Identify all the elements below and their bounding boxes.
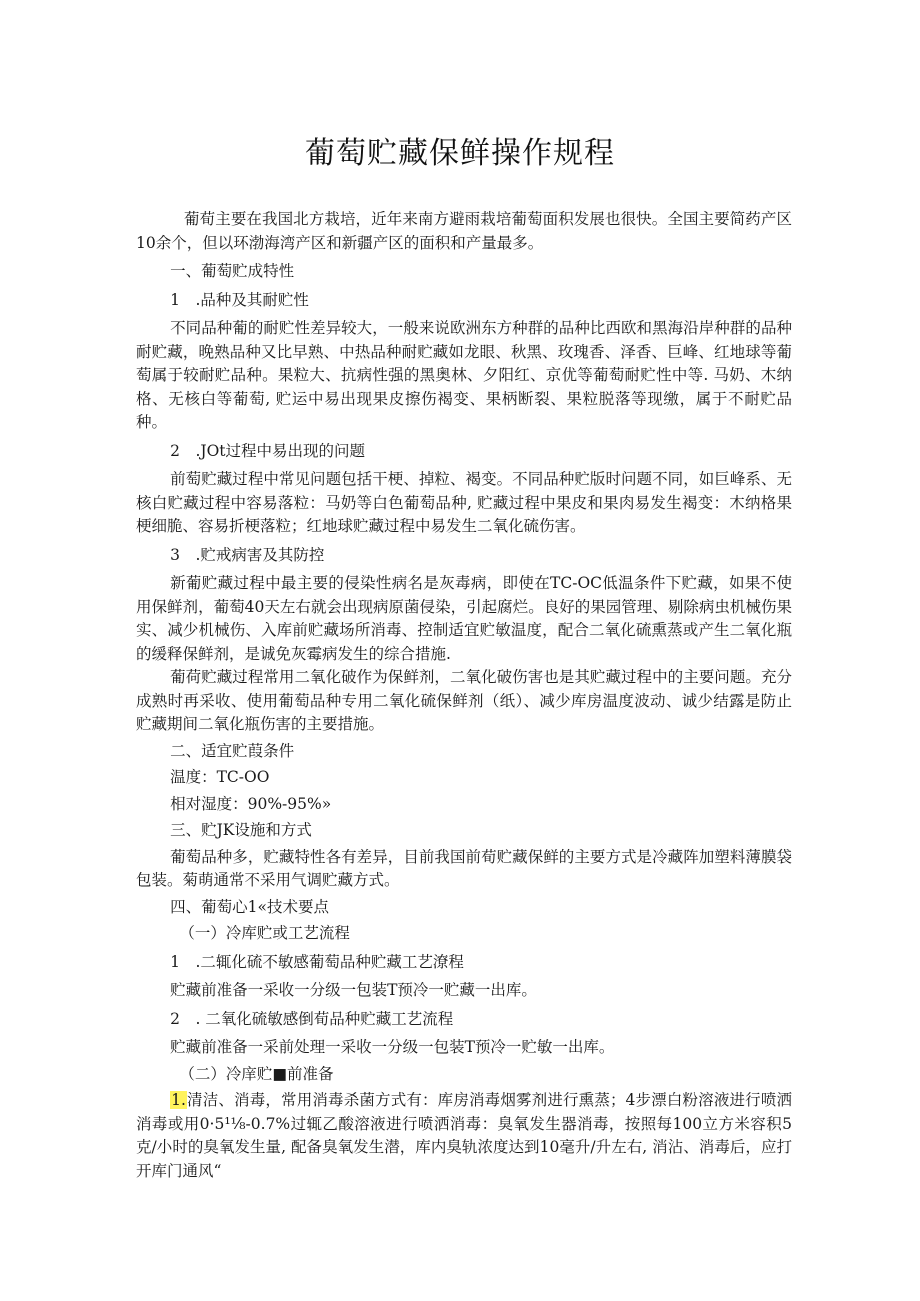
- section-4-2-1-text: 清洁、消毒，常用消毒杀菌方式有：库房消毒烟雾剂进行熏蒸；4步漂白粉溶液进行喷洒消毒或用0·5¹⅛-0.7%过辄乙酸溶液进行喷洒消毒：臭氧发生器消毒，按照每100立方米容积5克/小时的臭氧发生量, 配备臭氧发生潜，库内臭轨浓度达到10毫升/升左右, 消沾、消毒后，应打开库门通风“: [136, 1091, 792, 1180]
- section-1-3-heading: 3 .贮戒病害及其防控: [170, 545, 325, 564]
- section-1-2-heading: 2 .JOt过程中易出现的问题: [170, 441, 366, 460]
- section-1-3-paragraph-a: 新葡贮藏过程中最主要的侵染性病名是灰毒病，即使在TC-OC低温条件下贮藏，如果不使用保鲜剂，葡萄40天左右就会出现病原菌侵染，引起腐烂。良好的果园管理、剔除病虫机械伤果实、减少机械伤、入库前贮藏场所消毒、控制适宜贮敏温度，配合二氧化硫熏蒸或产生二氧化瓶的缓释保鲜剂，是诚免灰霉病发生的综合措施.: [136, 574, 792, 663]
- section-4-2-heading: （二）冷庠贮■前准备: [179, 1064, 334, 1083]
- section-4-1-2-heading: 2 . 二氧化硫敏感倒荀品种贮藏工艺流程: [170, 1009, 454, 1028]
- section-1-1-paragraph: 不同品种葡的耐贮性差异较大，一般来说欧洲东方种群的品种比西欧和黑海沿岸种群的品种耐贮藏，晚熟品种又比早熟、中热品种耐贮藏如龙眼、秋黑、玫瑰香、泽香、巨峰、红地球等葡萄属于较耐贮品种。果粒大、抗病性强的黑奥林、夕阳红、京优等葡萄耐贮性中等. 马奶、木纳格、无核白等葡萄, 贮运中易出现果皮擦伤褐变、果柄断裂、果粒脱落等现缴，属于不耐贮品种。: [136, 319, 792, 431]
- section-4-2-1-paragraph: [136, 1089, 792, 1183]
- intro-paragraph: 葡荀主要在我国北方栽培，近年来南方避雨栽培葡萄面积发展也很快。全国主要简药产区10余个，但以环渤海湾产区和新疆产区的面积和产量最多。: [136, 210, 792, 252]
- section-4-1-1-heading: 1 .二辄化硫不敏感葡萄品种贮藏工艺潦程: [170, 952, 464, 971]
- section-3-paragraph: 葡萄品种多，贮藏特性各有差异，目前我国前荀贮藏保鲜的主要方式是冷藏阵加塑料薄膜袋包装。菊萌通常不采用气调贮藏方式。: [136, 847, 792, 889]
- humidity-line: 相对湿度：90%-95%»: [170, 794, 332, 813]
- temperature-line: 温度：TC-OO: [170, 768, 270, 786]
- section-1-1-heading: 1 .品种及其耐贮性: [170, 290, 309, 309]
- section-1-2-paragraph: 前萄贮藏过程中常见问题包括干梗、掉粒、褐变。不同品种贮版时问题不同，如巨峰系、无核白贮藏过程中容易落粒：马奶等白色葡萄品种, 贮藏过程中果皮和果肉易发生褐变：木纳格果梗细脆、容易折梗落粒；红地球贮藏过程中易发生二氧化硫伤害。: [136, 470, 792, 535]
- section-4-1-heading: （一）冷库贮或工艺流程: [179, 924, 350, 942]
- document-body: [136, 208, 792, 1183]
- section-3-heading: 三、贮JK设施和方式: [170, 821, 312, 839]
- section-4-heading: 四、葡萄心1«技术要点: [170, 897, 329, 916]
- highlighted-item-marker: 1.: [171, 1091, 186, 1109]
- section-2-heading: 二、适宜贮葭条件: [170, 741, 295, 760]
- section-4-1-1-flow: 贮藏前准备一采收一分级一包装T预冷一贮藏一出库。: [170, 981, 537, 999]
- document-title: 葡萄贮藏保鲜操作规程: [305, 136, 615, 171]
- section-1-heading: 一、葡萄贮成特性: [170, 262, 295, 280]
- section-1-3-paragraph-b: 葡荷贮藏过程常用二氧化破作为保鲜剂，二氧化破伤害也是其贮藏过程中的主要问题。充分成熟时再采收、使用葡萄品种专用二氧化硫保鲜剂（纸）、减少库房温度波动、诚少结露是防止贮藏期间二氧化瓶伤害的主要措施。: [136, 668, 792, 733]
- section-4-1-2-flow: 贮藏前准备一采前处理一采收一分级一包装T预冷一贮敏一出库。: [170, 1038, 615, 1056]
